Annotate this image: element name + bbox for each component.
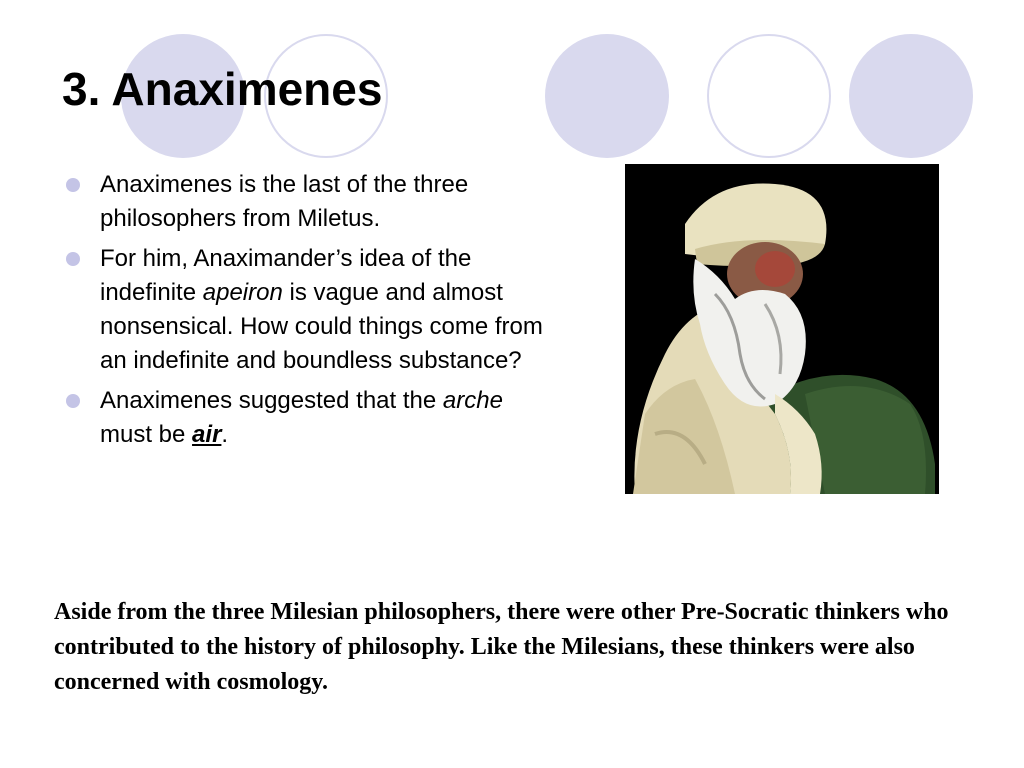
anaximenes-portrait-image <box>625 164 939 494</box>
italic-term: arche <box>442 387 503 414</box>
bullet-dot-icon <box>66 394 80 408</box>
italic-term: apeiron <box>202 279 283 306</box>
bullet-text: must be <box>100 421 193 448</box>
bullet-text: For him, Anaximander’s idea of the indefinite <box>100 245 472 306</box>
slide-title: 3. Anaximenes <box>62 63 383 115</box>
bullet-dot-icon <box>66 178 80 192</box>
bullet-item <box>64 242 554 378</box>
emphasis-term: air <box>192 421 222 448</box>
bullet-text: . <box>221 421 229 448</box>
bullet-text: Anaximenes suggested that the <box>100 387 443 414</box>
bullet-text: is vague and almost nonsensical. How could things come from an indefinite and boundless substance? <box>100 279 543 374</box>
bullet-text: Anaximenes is the last of the three philosophers from Miletus. <box>100 171 469 232</box>
decorative-circle-4 <box>707 34 831 158</box>
decorative-circle-3 <box>545 34 669 158</box>
caption-text: Aside from the three Milesian philosophers, there were other Pre-Socratic thinkers who contributed to the history of philosophy. Like the Milesians, these thinkers were also concerned with cosmology. <box>54 599 949 695</box>
bullet-list <box>64 168 554 458</box>
bullet-dot-icon <box>66 252 80 266</box>
bullet-item <box>64 168 554 236</box>
portrait-icon <box>625 164 939 494</box>
bullet-item <box>64 384 554 452</box>
decorative-circle-5 <box>849 34 973 158</box>
